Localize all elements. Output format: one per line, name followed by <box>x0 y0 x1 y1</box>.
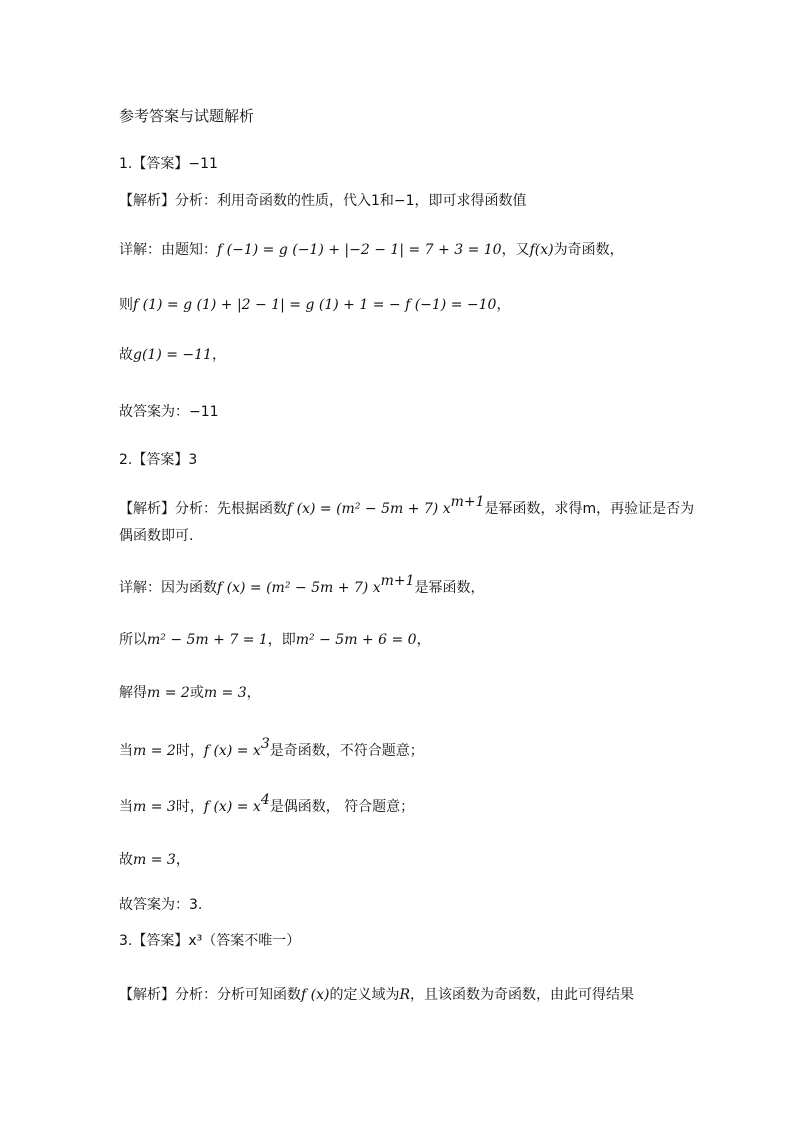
q2-conc-eq: m = 3 <box>133 852 176 868</box>
q3-answer-value: x³（答案不唯一） <box>188 933 301 949</box>
q1-then-prefix: 则 <box>119 297 133 313</box>
q1-detail-fx: f(x) <box>529 242 554 258</box>
q1-so <box>119 345 226 365</box>
q2-case2-exponent: 4 <box>260 792 270 808</box>
q2-solve-suffix: ， <box>246 685 261 701</box>
q2-detail-func: f (x) = (m² − 5m + 7) x <box>217 580 381 596</box>
page-title: 参考答案与试题解析 <box>119 107 255 125</box>
q2-so-prefix: 所以 <box>119 632 147 648</box>
q2-case2 <box>119 792 415 817</box>
q3-analysis-prefix: 分析：分析可知函数 <box>175 987 301 1003</box>
q1-then-suffix: ， <box>496 297 511 313</box>
q1-analysis <box>119 191 527 211</box>
q2-final-answer: 故答案为：3. <box>119 897 203 913</box>
q3-answer-label: 3.【答案】 <box>119 933 189 949</box>
q2-case1-prefix: 当 <box>119 743 133 759</box>
q1-detail-equation: f (−1) = g (−1) + |−2 − 1| = 7 + 3 = 10 <box>217 242 502 258</box>
q3-analysis-fx: f (x) <box>301 987 330 1003</box>
q2-conclusion <box>119 850 190 870</box>
q1-then <box>119 295 510 315</box>
q1-so-prefix: 故 <box>119 347 133 363</box>
q3-analysis-R: R <box>399 987 410 1003</box>
q2-conc-prefix: 故 <box>119 852 133 868</box>
q2-case2-cond: m = 3 <box>133 799 176 815</box>
q2-answer-label: 2.【答案】 <box>119 452 189 468</box>
q3-analysis-label: 【解析】 <box>119 987 175 1003</box>
q2-func-expression: f (x) = (m² − 5m + 7) x <box>287 501 451 517</box>
q2-analysis-prefix: 分析：先根据函数 <box>175 501 287 517</box>
q1-answer-value: −11 <box>188 156 218 172</box>
q2-case1-exponent: 3 <box>260 736 270 752</box>
q2-analysis <box>119 494 695 519</box>
q1-detail <box>119 240 624 260</box>
q2-solve-eq2: m = 3 <box>203 685 247 701</box>
q3-analysis-mid: 的定义域为 <box>329 987 400 1003</box>
q2-case2-suffix: 是偶函数， 符合题意； <box>269 799 415 815</box>
q2-case1-func: f (x) = x <box>203 743 261 759</box>
q2-case2-mid: 时， <box>175 799 204 815</box>
q2-solve-eq1: m = 2 <box>147 685 190 701</box>
q1-final-answer: 故答案为：−11 <box>119 404 219 420</box>
q1-analysis-label: 【解析】 <box>119 193 175 209</box>
q2-case2-prefix: 当 <box>119 799 133 815</box>
q2-so-suffix: ， <box>416 632 431 648</box>
q2-detail-prefix: 详解：因为函数 <box>119 580 217 596</box>
q1-answer-label: 1.【答案】 <box>119 156 189 172</box>
q2-analysis-suffix: 是幂函数，求得m，再验证是否为 <box>484 501 695 517</box>
q2-case1 <box>119 736 424 761</box>
q3-answer <box>119 931 300 951</box>
q2-answer <box>119 450 197 470</box>
q2-solve-prefix: 解得 <box>119 685 147 701</box>
q1-detail-mid: ，又 <box>501 242 530 258</box>
q2-case1-cond: m = 2 <box>133 743 176 759</box>
q1-answer <box>119 154 218 174</box>
q2-func-exponent: m+1 <box>450 494 485 510</box>
q2-so <box>119 630 431 650</box>
q1-analysis-text: 分析：利用奇函数的性质，代入1和−1，即可求得函数值 <box>175 193 527 209</box>
q2-detail-suffix: 是幂函数， <box>414 580 485 596</box>
q2-detail-exponent: m+1 <box>380 573 415 589</box>
q2-analysis-label: 【解析】 <box>119 501 175 517</box>
q1-detail-prefix: 详解：由题知： <box>119 242 217 258</box>
q2-solve-mid: 或 <box>189 685 204 701</box>
q1-so-equation: g(1) = −11 <box>133 347 212 363</box>
q1-then-equation: f (1) = g (1) + |2 − 1| = g (1) + 1 = − f (−1) = −10 <box>133 297 497 313</box>
q2-so-eq1: m² − 5m + 7 = 1 <box>147 632 268 648</box>
q2-solve <box>119 683 261 703</box>
q2-case1-mid: 时， <box>175 743 204 759</box>
q2-detail <box>119 573 485 598</box>
q2-answer-value: 3 <box>188 452 198 468</box>
q2-so-mid: ，即 <box>267 632 296 648</box>
q1-detail-suffix: 为奇函数， <box>553 242 624 258</box>
q2-analysis-line2: 偶函数即可. <box>119 528 194 544</box>
q3-analysis <box>119 985 634 1005</box>
q2-case1-suffix: 是奇函数，不符合题意； <box>269 743 424 759</box>
q1-so-suffix: ， <box>211 347 226 363</box>
q3-analysis-suffix: ，且该函数为奇函数，由此可得结果 <box>410 987 634 1003</box>
q2-so-eq2: m² − 5m + 6 = 0 <box>295 632 417 648</box>
q2-case2-func: f (x) = x <box>203 799 261 815</box>
q2-conc-suffix: ， <box>175 852 190 868</box>
